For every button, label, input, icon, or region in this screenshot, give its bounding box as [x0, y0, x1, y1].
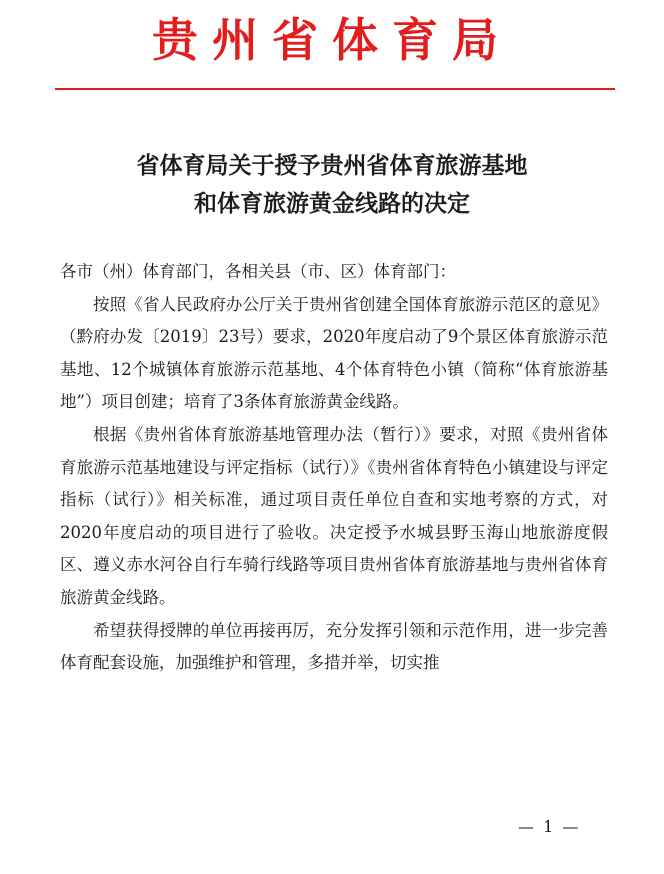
- body-paragraph-3: 希望获得授牌的单位再接再厉，充分发挥引领和示范作用，进一步完善体育配套设施，加强维护和管理，多措并举，切实推: [60, 620, 608, 673]
- letterhead-divider: [55, 88, 615, 90]
- body-paragraph-1: 按照《省人民政府办公厅关于贵州省创建全国体育旅游示范区的意见》（黔府办发〔2019〕23号）要求，2020年度启动了9个景区体育旅游示范基地、12个城镇体育旅游示范基地、4个体育特色小镇（简称“体育旅游基地”）项目创建；培育了3条体育旅游黄金线路。: [60, 294, 608, 412]
- document-title-line-2: 和体育旅游黄金线路的决定: [194, 190, 470, 217]
- document-body: [60, 256, 608, 680]
- body-paragraph-2: 根据《贵州省体育旅游基地管理办法（暂行）》要求，对照《贵州省体育旅游示范基地建设与评定指标（试行）》《贵州省体育特色小镇建设与评定指标（试行）》相关标准，通过项目责任单位自查和实地考察的方式，对2020年度启动的项目进行了验收。决定授予水城县野玉海山地旅游度假区、遵义赤水河谷自行车骑行线路等项目贵州省体育旅游基地与贵州省体育旅游黄金线路。: [60, 424, 608, 607]
- document-title-line-1: 省体育局关于授予贵州省体育旅游基地: [136, 152, 528, 179]
- addressee-line: 各市（州）体育部门，各相关县（市、区）体育部门：: [60, 262, 456, 281]
- page-number: — 1 —: [518, 817, 581, 836]
- organization-letterhead: 贵州省体育局: [152, 13, 512, 67]
